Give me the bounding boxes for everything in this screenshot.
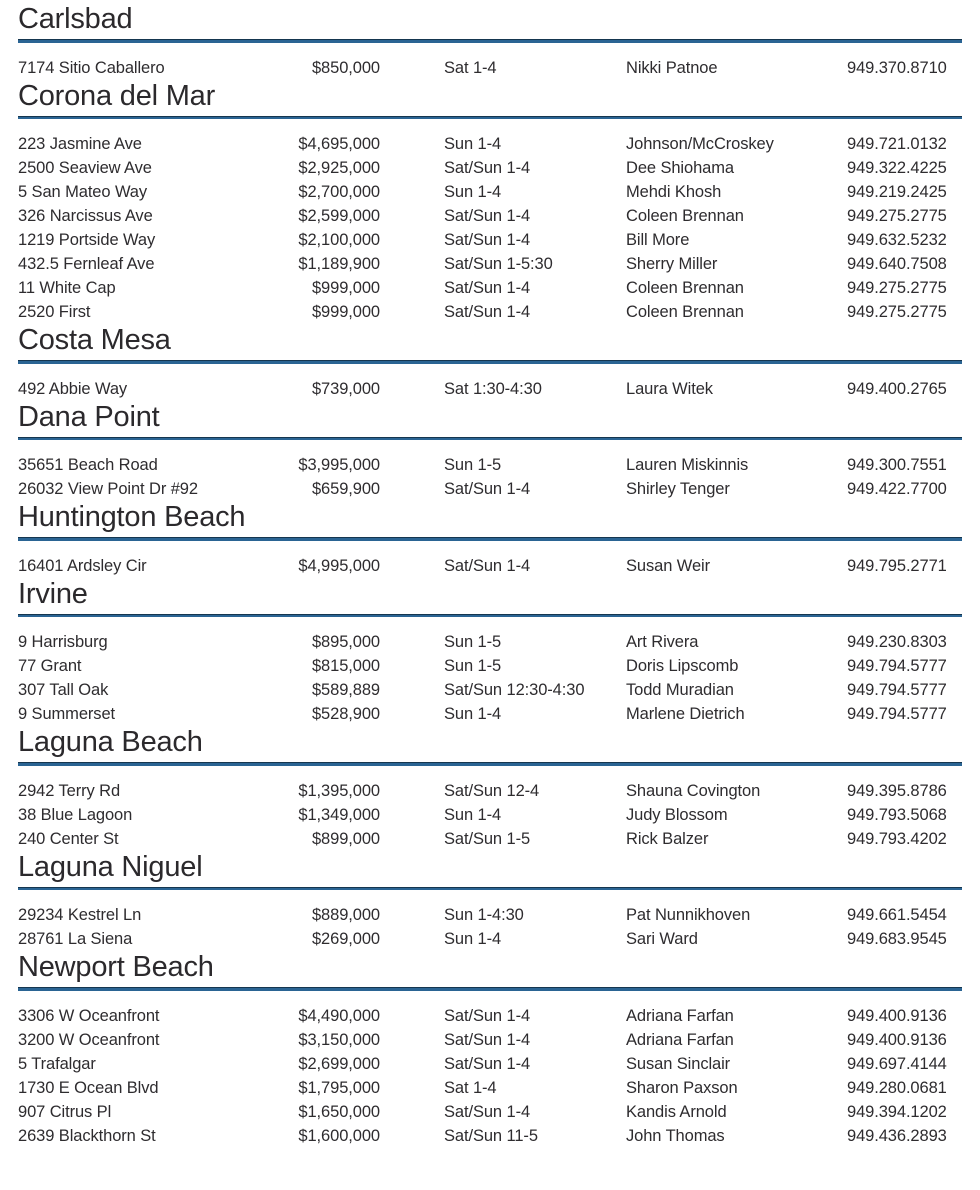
listing-row — [18, 180, 962, 204]
listing-price: $1,349,000 — [298, 805, 380, 824]
listing-address: 9 Harrisburg — [18, 633, 108, 651]
section-rows — [18, 903, 962, 951]
listing-agent: Sherry Miller — [626, 255, 718, 273]
city-header: Carlsbad — [18, 3, 133, 35]
listing-agent: Judy Blossom — [626, 805, 728, 824]
listing-agent: Lauren Miskinnis — [626, 456, 749, 474]
listing-row — [18, 554, 962, 578]
listing-phone: 949.394.1202 — [847, 1102, 947, 1121]
listing-phone: 949.322.4225 — [847, 159, 947, 177]
listing-agent: Pat Nunnikhoven — [626, 906, 751, 924]
listing-time: Sun 1-5 — [444, 657, 502, 675]
listing-row — [18, 204, 962, 228]
listing-phone: 949.795.2771 — [847, 556, 947, 575]
listing-row — [18, 228, 962, 252]
listing-row — [18, 156, 962, 180]
city-header: Irvine — [18, 577, 88, 610]
city-header: Costa Mesa — [18, 324, 171, 356]
listing-row — [18, 132, 962, 156]
listing-agent: Mehdi Khosh — [626, 183, 722, 201]
listing-address: 2520 First — [18, 303, 91, 321]
city-section — [18, 324, 962, 401]
listing-time: Sat/Sun 1-4 — [444, 207, 531, 225]
listing-row — [18, 803, 962, 827]
listing-address: 16401 Ardsley Cir — [18, 556, 147, 575]
listing-price: $269,000 — [311, 930, 380, 948]
section-rows — [18, 377, 962, 401]
listing-price: $2,100,000 — [298, 231, 380, 249]
listing-price: $999,000 — [311, 303, 380, 321]
city-header: Newport Beach — [18, 951, 214, 983]
listing-address: 307 Tall Oak — [18, 681, 109, 699]
listing-row — [18, 927, 962, 951]
listing-time: Sat 1-4 — [444, 1078, 497, 1097]
listing-time: Sat/Sun 1-4 — [444, 1054, 531, 1073]
listing-phone: 949.275.2775 — [847, 279, 947, 297]
listing-time: Sat/Sun 1-4 — [444, 1006, 531, 1025]
listing-row — [18, 477, 962, 501]
listing-row — [18, 702, 962, 726]
city-header-rule — [18, 987, 962, 991]
listing-address: 2942 Terry Rd — [18, 781, 121, 800]
listing-price: $850,000 — [311, 58, 380, 77]
listing-time: Sun 1-4 — [444, 135, 502, 153]
listing-row — [18, 630, 962, 654]
listing-row — [18, 1076, 962, 1100]
listing-phone: 949.721.0132 — [847, 135, 947, 153]
listing-address: 240 Center St — [18, 829, 119, 848]
listing-agent: Dee Shiohama — [626, 159, 734, 177]
listing-price: $2,699,000 — [298, 1054, 380, 1073]
listing-phone: 949.275.2775 — [847, 303, 947, 321]
listing-phone: 949.794.5777 — [847, 705, 947, 723]
listing-row — [18, 377, 962, 401]
section-rows — [18, 56, 962, 80]
listing-phone: 949.370.8710 — [847, 58, 947, 77]
listing-price: $1,395,000 — [298, 781, 380, 800]
listing-address: 492 Abbie Way — [18, 379, 128, 398]
listing-row — [18, 453, 962, 477]
listing-agent: Shirley Tenger — [626, 480, 730, 498]
city-header-rule — [18, 437, 962, 441]
listing-time: Sat/Sun 12-4 — [444, 781, 540, 800]
listing-price: $2,925,000 — [298, 159, 380, 177]
listing-agent: Adriana Farfan — [626, 1030, 734, 1049]
listing-price: $1,189,900 — [298, 255, 380, 273]
listing-phone: 949.280.0681 — [847, 1078, 947, 1097]
section-rows — [18, 554, 962, 578]
listing-agent: Adriana Farfan — [626, 1006, 734, 1025]
listing-phone: 949.793.4202 — [847, 829, 947, 848]
listing-address: 38 Blue Lagoon — [18, 805, 133, 824]
listing-phone: 949.400.9136 — [847, 1030, 947, 1049]
listing-price: $1,600,000 — [298, 1126, 380, 1145]
listing-price: $4,995,000 — [298, 556, 380, 575]
city-header-rule — [18, 360, 962, 364]
listing-price: $899,000 — [311, 829, 380, 848]
city-header-rule — [18, 614, 962, 618]
listing-address: 11 White Cap — [18, 279, 116, 297]
city-section — [18, 3, 962, 80]
listing-phone: 949.395.8786 — [847, 781, 947, 800]
listing-time: Sat/Sun 1-4 — [444, 480, 531, 498]
city-header: Dana Point — [18, 400, 160, 433]
listing-phone: 949.793.5068 — [847, 805, 947, 824]
listing-agent: Coleen Brennan — [626, 207, 744, 225]
listing-address: 223 Jasmine Ave — [18, 135, 142, 153]
section-rows — [18, 453, 962, 501]
listing-address: 26032 View Point Dr #92 — [18, 480, 198, 498]
listing-price: $889,000 — [311, 906, 380, 924]
listing-row — [18, 1004, 962, 1028]
listing-time: Sun 1-5 — [444, 456, 502, 474]
listing-row — [18, 56, 962, 80]
listing-time: Sun 1-4 — [444, 930, 502, 948]
city-section — [18, 726, 962, 851]
listing-address: 907 Citrus Pl — [18, 1102, 112, 1121]
listing-row — [18, 654, 962, 678]
listing-row — [18, 827, 962, 851]
listing-price: $4,695,000 — [298, 135, 380, 153]
listing-price: $739,000 — [311, 379, 380, 398]
listing-time: Sat/Sun 1-4 — [444, 1030, 531, 1049]
listing-agent: Johnson/McCroskey — [626, 135, 774, 153]
listing-row — [18, 1052, 962, 1076]
listing-phone: 949.300.7551 — [847, 456, 947, 474]
listing-time: Sat/Sun 1-4 — [444, 556, 531, 575]
city-section — [18, 578, 962, 727]
listing-row — [18, 276, 962, 300]
listing-row — [18, 1124, 962, 1148]
listing-row — [18, 903, 962, 927]
listing-phone: 949.219.2425 — [847, 183, 947, 201]
listing-address: 2639 Blackthorn St — [18, 1126, 156, 1145]
city-header-rule — [18, 116, 962, 120]
listing-phone: 949.400.2765 — [847, 379, 947, 398]
listing-agent: Coleen Brennan — [626, 279, 744, 297]
listing-agent: Susan Sinclair — [626, 1054, 731, 1073]
city-header-rule — [18, 887, 962, 891]
city-section — [18, 851, 962, 952]
listing-address: 7174 Sitio Caballero — [18, 58, 165, 77]
section-rows — [18, 630, 962, 726]
listing-price: $999,000 — [311, 279, 380, 297]
listing-phone: 949.422.7700 — [847, 480, 947, 498]
listing-time: Sat/Sun 1-5 — [444, 829, 531, 848]
listing-agent: Rick Balzer — [626, 829, 709, 848]
listing-agent: Sharon Paxson — [626, 1078, 738, 1097]
listing-time: Sat/Sun 1-4 — [444, 159, 531, 177]
listing-time: Sun 1-4:30 — [444, 906, 524, 924]
listing-time: Sat/Sun 11-5 — [444, 1126, 538, 1145]
listing-time: Sat 1-4 — [444, 58, 497, 77]
listing-time: Sat/Sun 1-5:30 — [444, 255, 553, 273]
listing-price: $1,795,000 — [298, 1078, 380, 1097]
listing-time: Sun 1-5 — [444, 633, 502, 651]
city-header-rule — [18, 762, 962, 766]
listing-address: 77 Grant — [18, 657, 82, 675]
listing-address: 3200 W Oceanfront — [18, 1030, 160, 1049]
listing-price: $895,000 — [311, 633, 380, 651]
listing-agent: Laura Witek — [626, 379, 713, 398]
city-section — [18, 80, 962, 325]
section-rows — [18, 779, 962, 851]
listing-agent: Coleen Brennan — [626, 303, 744, 321]
listing-address: 9 Summerset — [18, 705, 116, 723]
listing-address: 5 San Mateo Way — [18, 183, 148, 201]
listing-phone: 949.683.9545 — [847, 930, 947, 948]
listing-address: 432.5 Fernleaf Ave — [18, 255, 155, 273]
listing-time: Sat/Sun 1-4 — [444, 231, 531, 249]
listing-agent: Bill More — [626, 231, 690, 249]
listing-price: $2,599,000 — [298, 207, 380, 225]
city-section — [18, 401, 962, 502]
listing-agent: Nikki Patnoe — [626, 58, 718, 77]
listing-address: 28761 La Siena — [18, 930, 133, 948]
listing-agent: Todd Muradian — [626, 681, 734, 699]
listing-phone: 949.632.5232 — [847, 231, 947, 249]
section-rows — [18, 132, 962, 324]
listing-agent: John Thomas — [626, 1126, 725, 1145]
city-section — [18, 951, 962, 1148]
listing-price: $3,995,000 — [298, 456, 380, 474]
listing-time: Sat/Sun 1-4 — [444, 303, 531, 321]
listing-price: $589,889 — [311, 681, 380, 699]
listing-address: 2500 Seaview Ave — [18, 159, 152, 177]
listing-address: 1730 E Ocean Blvd — [18, 1078, 159, 1097]
listing-address: 35651 Beach Road — [18, 456, 158, 474]
listing-row — [18, 252, 962, 276]
listing-time: Sat/Sun 1-4 — [444, 1102, 531, 1121]
city-section — [18, 501, 962, 578]
listing-row — [18, 300, 962, 324]
listing-phone: 949.640.7508 — [847, 255, 947, 273]
listing-phone: 949.661.5454 — [847, 906, 947, 924]
listing-phone: 949.400.9136 — [847, 1006, 947, 1025]
listing-price: $3,150,000 — [298, 1030, 380, 1049]
listing-row — [18, 678, 962, 702]
city-header-rule — [18, 537, 962, 541]
listing-phone: 949.697.4144 — [847, 1054, 947, 1073]
listing-price: $815,000 — [311, 657, 380, 675]
listing-phone: 949.230.8303 — [847, 633, 947, 651]
listing-row — [18, 779, 962, 803]
listing-price: $4,490,000 — [298, 1006, 380, 1025]
section-rows — [18, 1004, 962, 1148]
city-header: Huntington Beach — [18, 501, 246, 533]
listing-agent: Susan Weir — [626, 556, 710, 575]
listing-price: $2,700,000 — [298, 183, 380, 201]
city-header: Laguna Niguel — [18, 850, 203, 883]
listing-time: Sun 1-4 — [444, 805, 502, 824]
listing-time: Sun 1-4 — [444, 183, 502, 201]
listing-phone: 949.436.2893 — [847, 1126, 947, 1145]
listing-agent: Marlene Dietrich — [626, 705, 745, 723]
listing-agent: Kandis Arnold — [626, 1102, 727, 1121]
listing-time: Sun 1-4 — [444, 705, 502, 723]
listing-address: 5 Trafalgar — [18, 1054, 96, 1073]
listing-address: 29234 Kestrel Ln — [18, 906, 142, 924]
listing-address: 3306 W Oceanfront — [18, 1006, 160, 1025]
listing-price: $659,900 — [311, 480, 380, 498]
listing-address: 1219 Portside Way — [18, 231, 156, 249]
listing-phone: 949.794.5777 — [847, 681, 947, 699]
listing-time: Sat/Sun 12:30-4:30 — [444, 681, 585, 699]
city-header: Corona del Mar — [18, 79, 216, 112]
city-header-rule — [18, 39, 962, 43]
listing-price: $1,650,000 — [298, 1102, 380, 1121]
listing-row — [18, 1100, 962, 1124]
listing-phone: 949.275.2775 — [847, 207, 947, 225]
listing-agent: Art Rivera — [626, 633, 699, 651]
listing-address: 326 Narcissus Ave — [18, 207, 153, 225]
listing-agent: Doris Lipscomb — [626, 657, 739, 675]
listing-time: Sat 1:30-4:30 — [444, 379, 542, 398]
listing-row — [18, 1028, 962, 1052]
city-header: Laguna Beach — [18, 726, 203, 758]
listing-agent: Shauna Covington — [626, 781, 761, 800]
listing-price: $528,900 — [311, 705, 380, 723]
listing-agent: Sari Ward — [626, 930, 698, 948]
listing-time: Sat/Sun 1-4 — [444, 279, 531, 297]
listing-phone: 949.794.5777 — [847, 657, 947, 675]
